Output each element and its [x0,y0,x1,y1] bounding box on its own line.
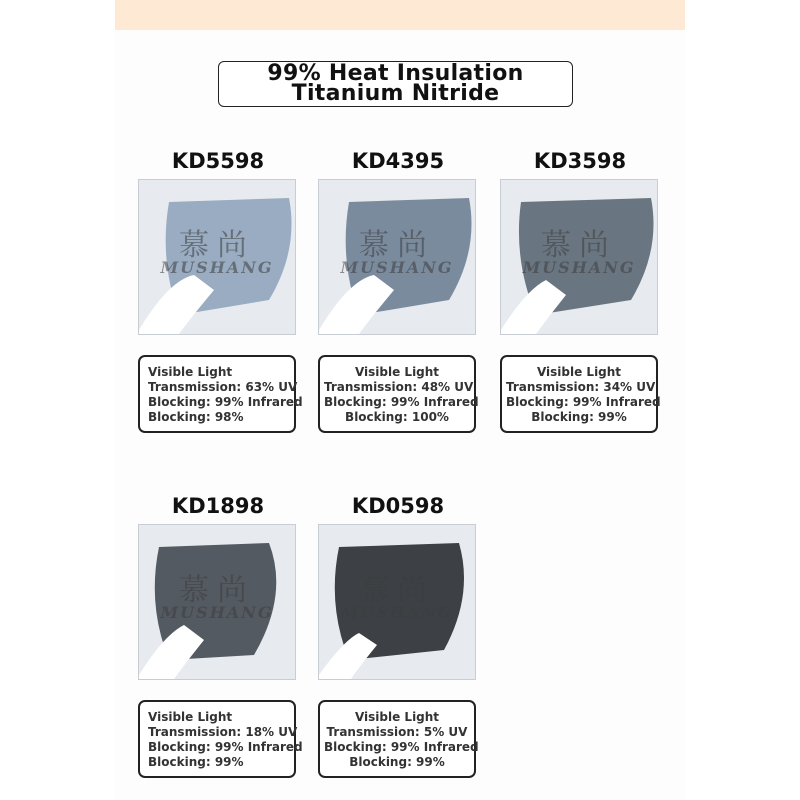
spec-box [318,355,479,433]
product-card-kd5598 [138,148,303,433]
spec-line: Blocking: 99% [349,755,445,769]
product-code: KD3598 [533,149,627,173]
spec-line: Blocking: 100% [345,410,449,424]
product-code: KD0598 [351,494,445,518]
spec-line: Visible Light [148,365,233,379]
spec-box [318,700,479,778]
watermark-cn: 慕尚 [179,228,255,263]
watermark-en: MUSHANG [340,258,454,277]
watermark-en: MUSHANG [340,603,454,622]
product-card-kd1898 [138,493,303,778]
watermark-en: MUSHANG [160,603,274,622]
spec-line: Visible Light [148,710,233,724]
watermark-cn: 慕尚 [179,573,255,608]
spec-line: Blocking: 99% Infrared [148,740,303,754]
top-band [115,0,685,30]
spec-line: Blocking: 99% Infrared [324,395,479,409]
spec-line: Blocking: 99% Infrared [506,395,661,409]
product-card-kd3598 [500,148,660,433]
spec-line: Visible Light [536,365,622,379]
product-card-kd0598 [318,493,478,778]
product-photo [138,179,296,335]
watermark-en: MUSHANG [160,258,274,277]
watermark-en: MUSHANG [522,258,636,277]
product-code: KD4395 [351,149,445,173]
watermark-cn: 慕尚 [359,228,435,263]
product-code: KD5598 [171,149,265,173]
spec-line: Transmission: 34% UV [506,380,656,394]
product-photo [138,524,296,680]
spec-box [138,700,303,778]
spec-box [500,355,661,433]
product-code: KD1898 [171,494,265,518]
product-card-kd4395 [318,148,478,433]
product-photo [318,179,476,335]
product-photo [318,524,476,680]
watermark-cn: 慕尚 [359,573,435,608]
spec-line: Blocking: 99% Infrared [324,740,479,754]
spec-line: Visible Light [354,710,440,724]
spec-line: Transmission: 63% UV [148,380,298,394]
spec-line: Transmission: 48% UV [324,380,474,394]
spec-line: Transmission: 5% UV [326,725,468,739]
spec-line: Blocking: 99% Infrared [148,395,303,409]
product-photo [500,179,658,335]
spec-line: Blocking: 99% [148,755,244,769]
watermark-cn: 慕尚 [541,228,617,263]
spec-line: Blocking: 99% [531,410,627,424]
title-line-1: 99% Heat Insulation [267,61,524,86]
title-box [218,61,573,107]
spec-line: Visible Light [354,365,440,379]
spec-box [138,355,303,433]
spec-line: Transmission: 18% UV [148,725,298,739]
spec-line: Blocking: 98% [148,410,244,424]
title-line-2: Titanium Nitride [291,81,500,106]
